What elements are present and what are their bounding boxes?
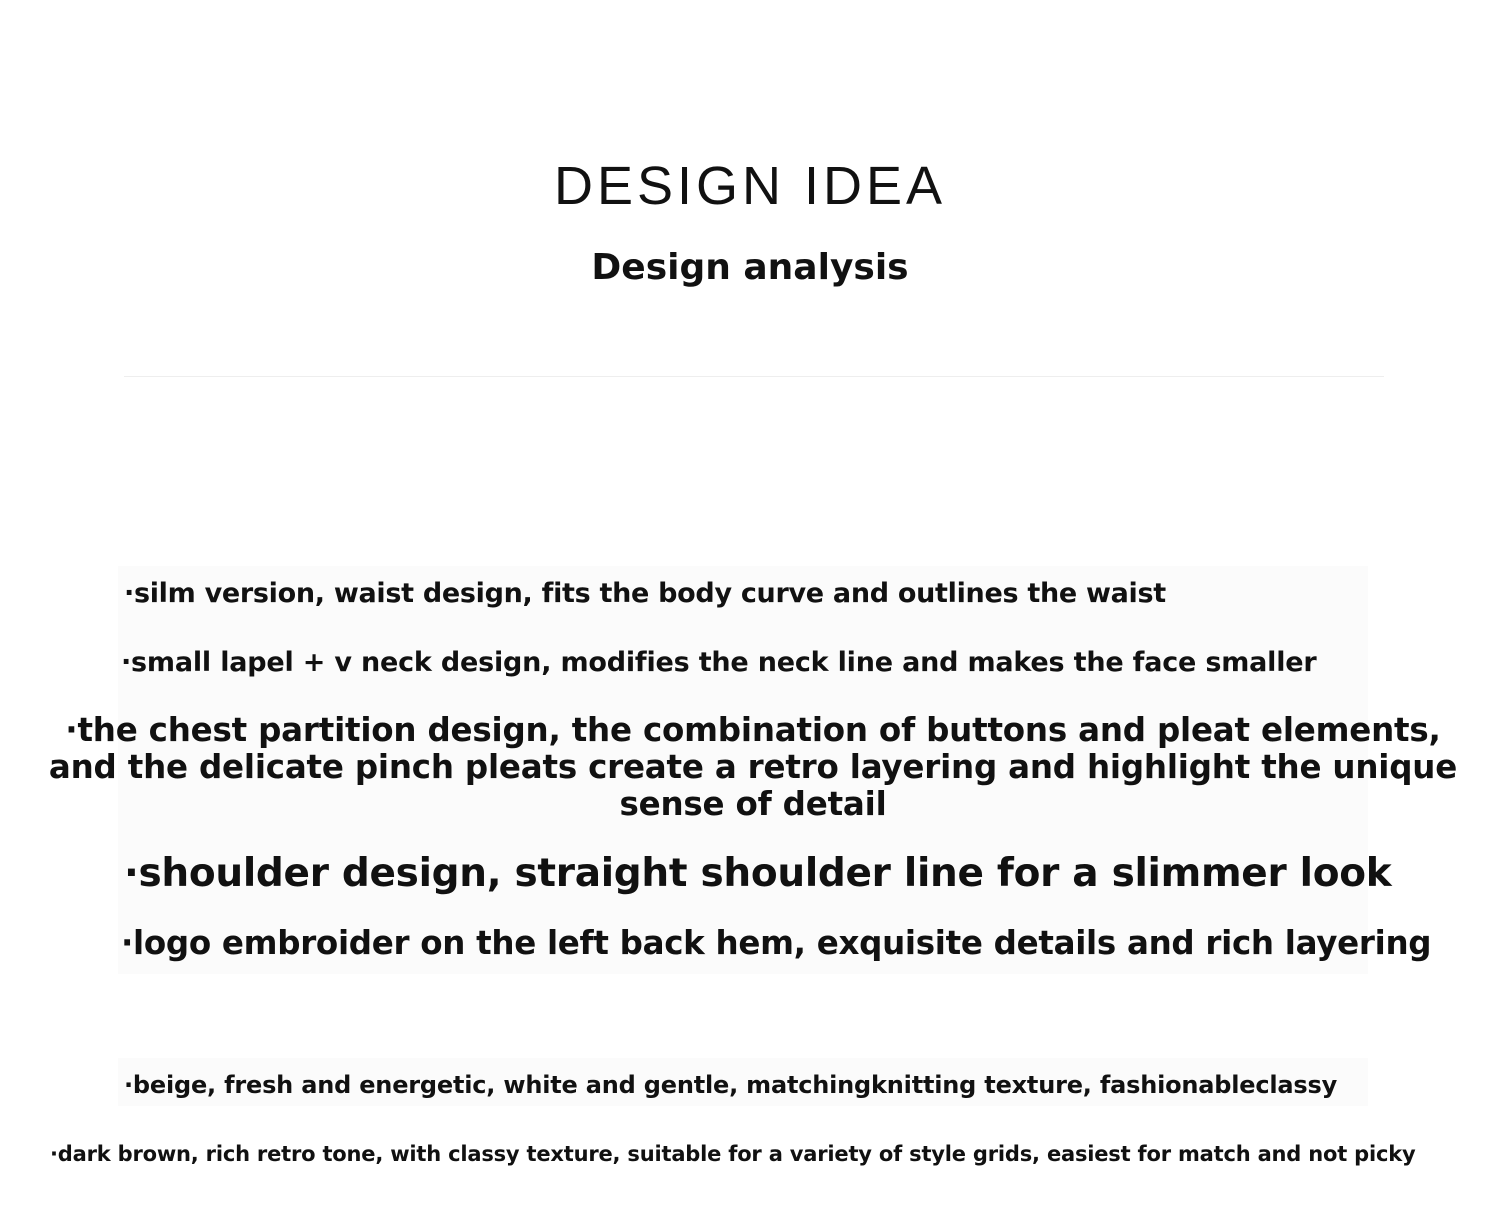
design-point-shoulder: ·shoulder design, straight shoulder line for a slimmer look bbox=[124, 851, 1392, 896]
page-subtitle: Design analysis bbox=[591, 247, 909, 288]
divider bbox=[124, 376, 1384, 377]
page-title: DESIGN IDEA bbox=[553, 156, 947, 216]
design-point-logo: ·logo embroider on the left back hem, exquisite details and rich layering bbox=[121, 924, 1432, 962]
design-point-neckline: ·small lapel + v neck design, modifies the neck line and makes the face smaller bbox=[121, 647, 1317, 678]
color-note-beige: ·beige, fresh and energetic, white and gentle, matchingknitting texture, fashionableclassy bbox=[124, 1071, 1338, 1099]
design-point-chest: ·the chest partition design, the combination of buttons and pleat elements, and the delicate pinch pleats create a retro layering and highlight the unique sense of detail bbox=[48, 711, 1458, 823]
color-note-dark-brown: ·dark brown, rich retro tone, with classy texture, suitable for a variety of style grids, easiest for match and not picky bbox=[50, 1142, 1416, 1166]
design-point-fit: ·silm version, waist design, fits the body curve and outlines the waist bbox=[124, 578, 1166, 609]
